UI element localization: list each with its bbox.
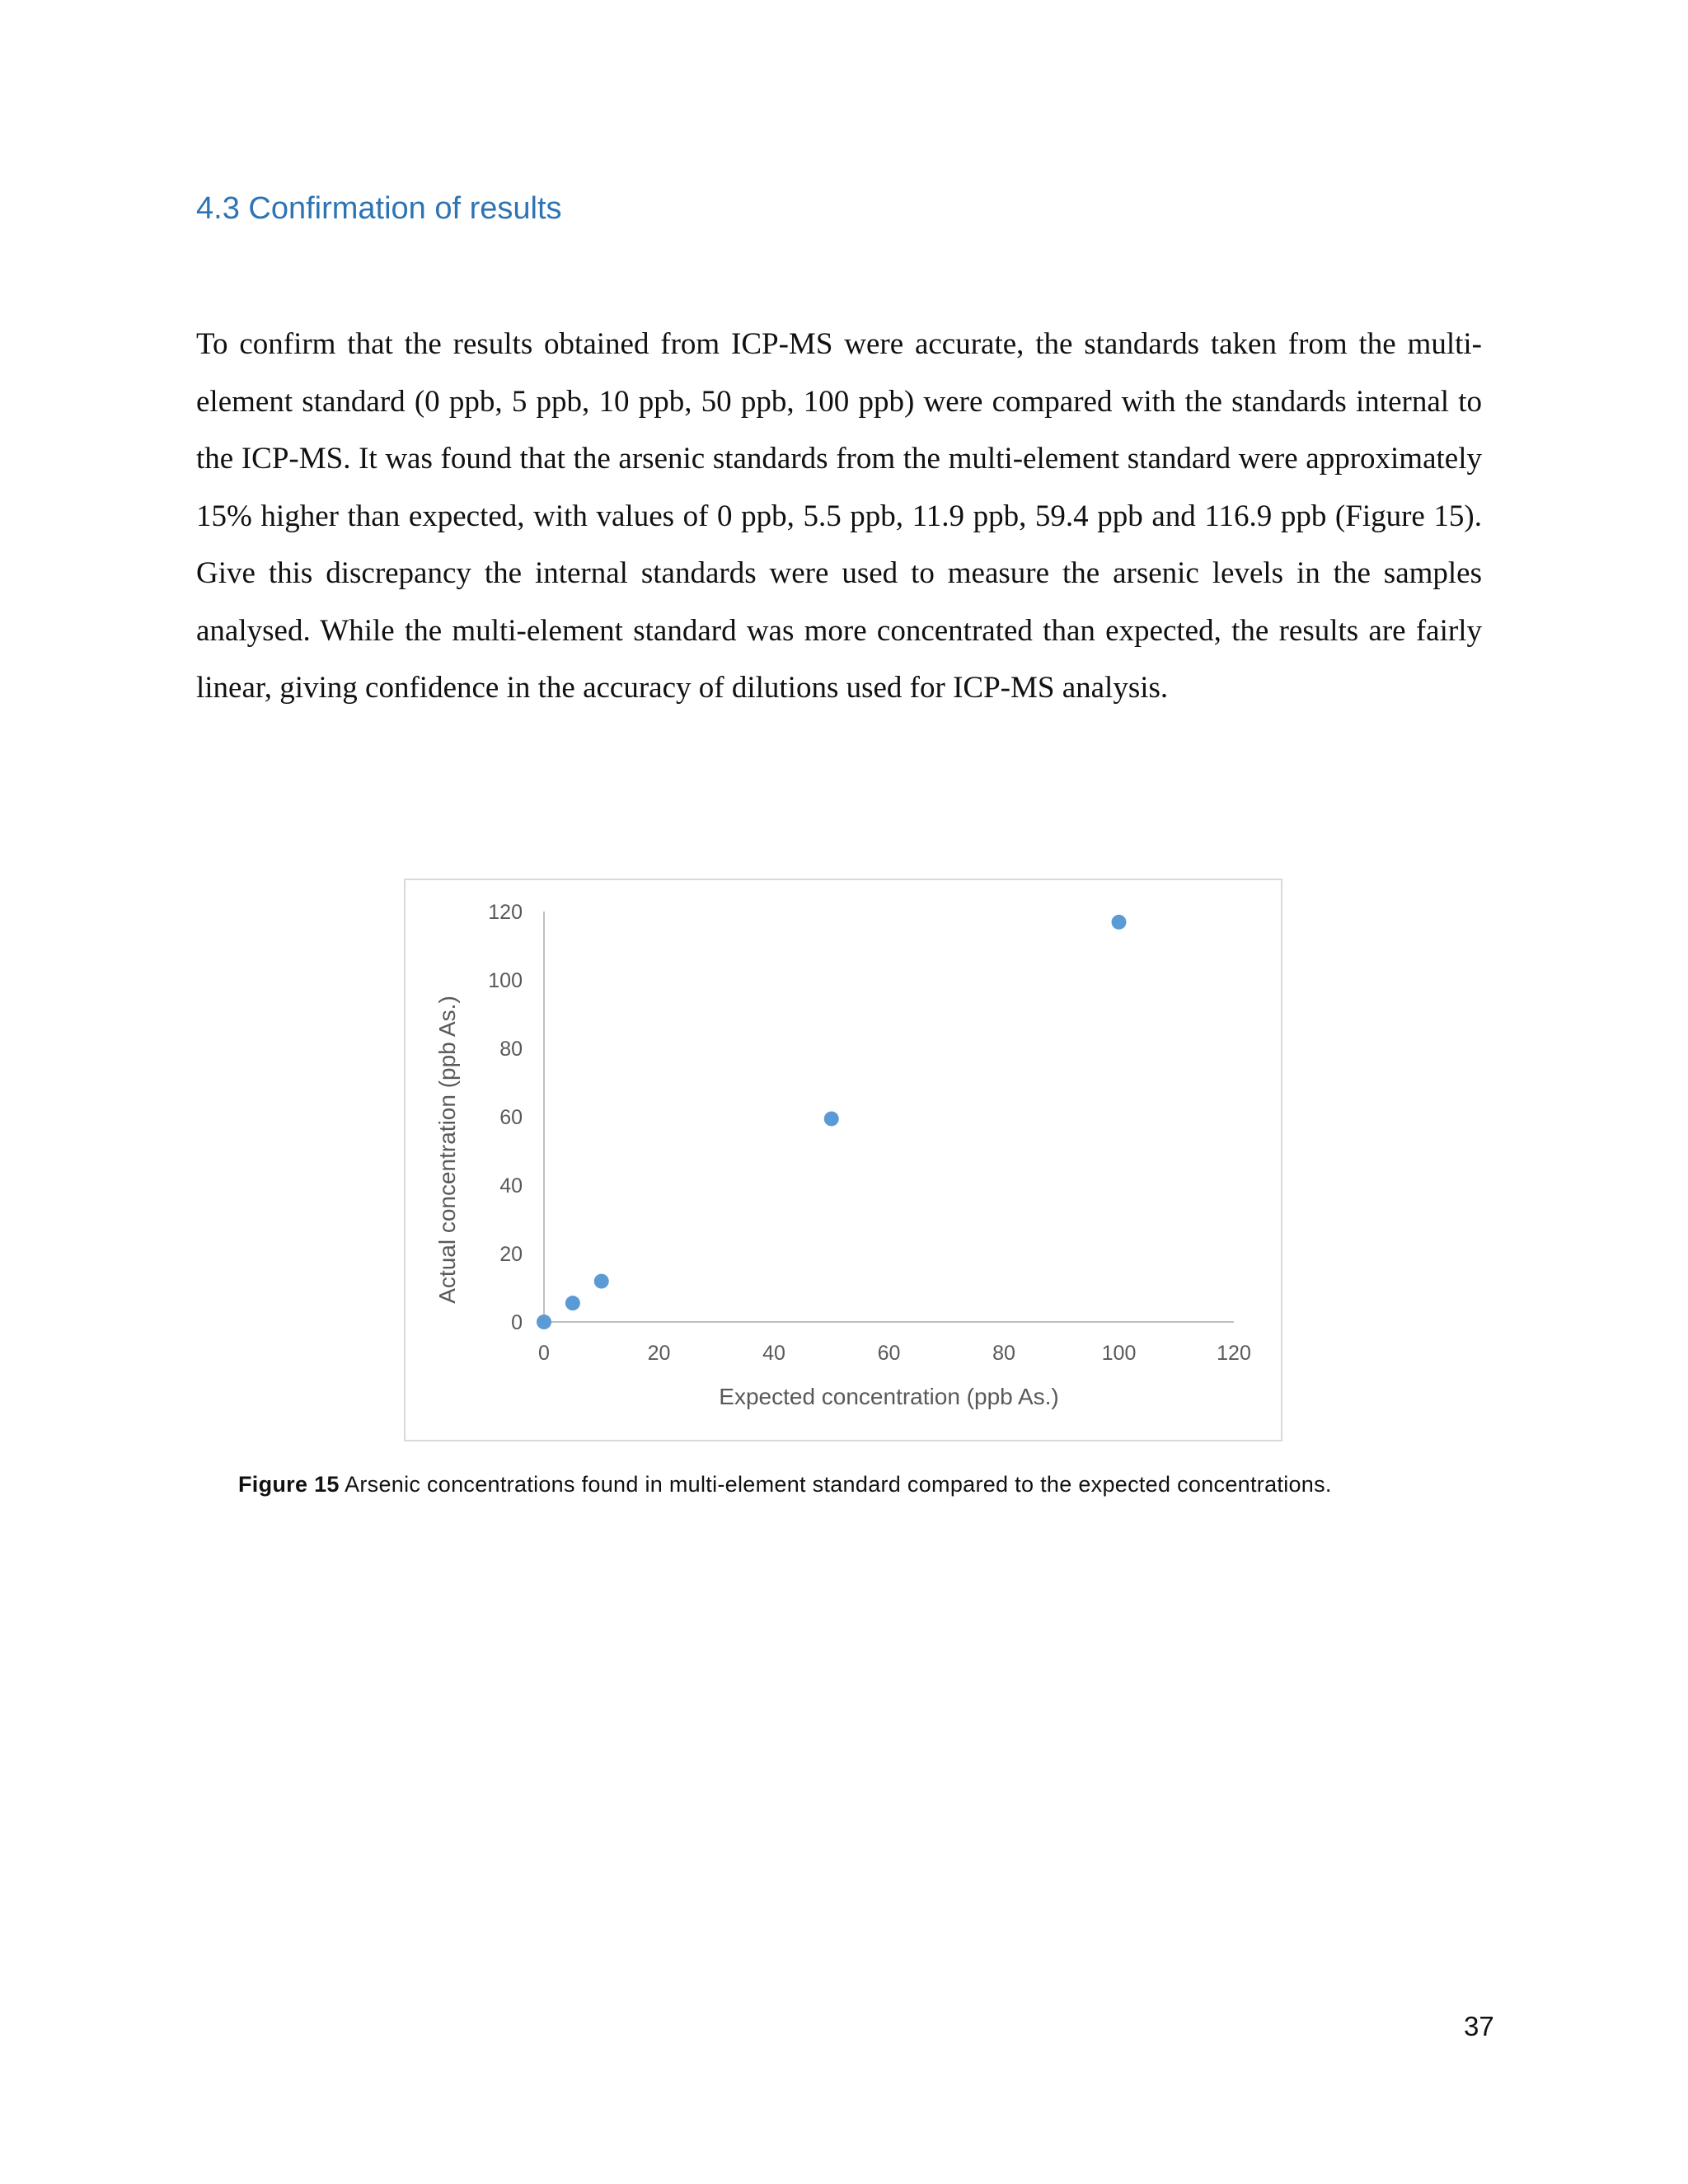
- data-point: [594, 1274, 609, 1289]
- section-heading: 4.3 Confirmation of results: [196, 191, 562, 226]
- y-tick-label: 0: [511, 1311, 523, 1334]
- x-tick-labels: [538, 1342, 1251, 1365]
- x-tick-label: 20: [647, 1342, 671, 1365]
- y-tick-label: 40: [499, 1174, 523, 1197]
- scatter-chart: [406, 880, 1284, 1443]
- figure-label: Figure 15: [238, 1472, 340, 1497]
- scatter-chart-frame: [404, 879, 1282, 1441]
- x-tick-label: 60: [877, 1342, 901, 1365]
- y-tick-labels: [488, 901, 523, 1334]
- data-point: [824, 1111, 839, 1126]
- x-tick-label: 0: [538, 1342, 550, 1365]
- data-points: [537, 915, 1127, 1329]
- figure-caption-text: Arsenic concentrations found in multi-element standard compared to the expected concentrations.: [345, 1472, 1332, 1497]
- y-tick-label: 80: [499, 1038, 523, 1061]
- x-tick-label: 80: [992, 1342, 1015, 1365]
- y-tick-label: 120: [488, 901, 523, 924]
- x-tick-label: 100: [1101, 1342, 1137, 1365]
- y-tick-label: 100: [488, 969, 523, 992]
- page-number: 37: [1464, 2011, 1494, 2041]
- y-tick-label: 20: [499, 1243, 523, 1266]
- figure-caption: [238, 1472, 1332, 1497]
- data-point: [565, 1296, 580, 1310]
- y-axis-label: Actual concentration (ppb As.): [434, 996, 460, 1304]
- data-point: [1112, 915, 1127, 930]
- x-tick-label: 120: [1217, 1342, 1251, 1365]
- data-point: [537, 1315, 551, 1329]
- x-axis-label: Expected concentration (ppb As.): [719, 1384, 1059, 1409]
- x-tick-label: 40: [762, 1342, 785, 1365]
- y-tick-label: 60: [499, 1106, 523, 1129]
- body-paragraph: To confirm that the results obtained from ICP-MS were accurate, the standards taken from the multi-element standard (0 ppb, 5 ppb, 10 ppb, 50 ppb, 100 ppb) were compared with the standards internal to the ICP-MS. It was found that the arsenic standards from the multi-element standard were approximately 15% higher than expected, with values of 0 ppb, 5.5 ppb, 11.9 ppb, 59.4 ppb and 116.9 ppb (Figure 15). Give this discrepancy the internal standards were used to measure the arsenic levels in the samples analysed. While the multi-element standard was more concentrated than expected, the results are fairly linear, giving confidence in the accuracy of dilutions used for ICP-MS analysis.: [196, 327, 1482, 705]
